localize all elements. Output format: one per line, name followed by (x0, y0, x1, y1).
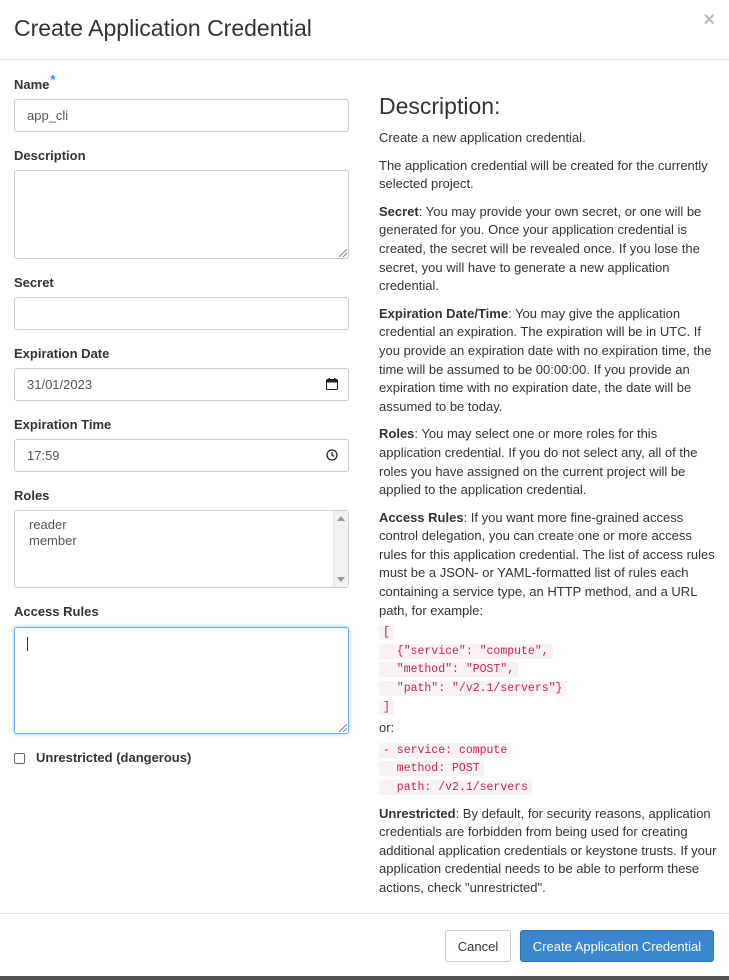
help-project-note: The application credential will be created for the currently selected project. (379, 157, 708, 192)
scroll-down-icon[interactable] (337, 577, 345, 582)
close-icon[interactable]: × (703, 9, 715, 31)
unrestricted-checkbox[interactable] (14, 753, 25, 764)
description-textarea[interactable] (14, 170, 349, 259)
scroll-up-icon[interactable] (337, 516, 345, 521)
json-line: "method": "POST", (379, 662, 518, 677)
create-credential-button[interactable]: Create Application Credential (520, 930, 714, 962)
resize-grip-icon[interactable] (339, 724, 347, 732)
name-label (14, 72, 56, 92)
help-unrestricted (379, 805, 717, 898)
help-unrestricted-text: : By default, for security reasons, application credentials are forbidden from being used for creating additional application credentials or keystone trusts. If your application credential needs to be able to perform these actions, check "unrestricted". (379, 805, 717, 895)
help-description (379, 92, 717, 907)
description-label: Description (14, 148, 86, 163)
calendar-icon[interactable] (326, 378, 338, 390)
expiration-time-input[interactable] (14, 439, 349, 472)
yaml-line: method: POST (379, 761, 484, 776)
help-roles-text: : You may select one or more roles for this application credential. If you do not select any, all of the roles you have assigned on the current project will be applied to the application credential. (379, 426, 698, 498)
help-title: Description: (379, 93, 501, 119)
expiration-time-value: 17:59 (27, 448, 60, 463)
help-access-text: : If you want more fine-grained access control delegation, you can create one or more access rules for this application credential. The list of access rules must be a JSON- or YAML-formatted list of rules each containing a service type, an HTTP method, and a URL path, for example: (379, 509, 715, 618)
json-line: "path": "/v2.1/servers"} (379, 681, 566, 696)
help-access-term: Access Rules (379, 509, 464, 525)
help-access-rules (379, 509, 717, 621)
modal-footer (0, 913, 729, 976)
yaml-example (379, 740, 717, 796)
roles-label: Roles (14, 488, 50, 503)
access-rules-textarea[interactable] (14, 627, 349, 734)
help-or: or: (379, 720, 395, 736)
help-secret-term: Secret (379, 203, 419, 219)
cancel-button[interactable]: Cancel (445, 930, 511, 962)
yaml-line: - service: compute (379, 743, 511, 758)
text-caret (27, 637, 28, 651)
help-roles-term: Roles (379, 426, 415, 442)
expiration-date-value: 31/01/2023 (27, 377, 93, 392)
roles-scrollbar[interactable] (333, 511, 348, 587)
help-expiration-term: Expiration Date/Time (379, 305, 509, 321)
expiration-time-label: Expiration Time (14, 417, 112, 432)
help-secret (379, 203, 717, 296)
help-intro: Create a new application credential. (379, 130, 586, 145)
clock-icon[interactable] (326, 449, 338, 461)
modal-title: Create Application Credential (14, 15, 312, 41)
access-rules-label: Access Rules (14, 604, 99, 619)
modal-header (0, 0, 729, 60)
help-secret-text: : You may provide your own secret, or one will be generated for you. Once your application credential is created, the secret will be revealed once. If you lose the secret, you will have to generate a new application credential. (379, 203, 702, 294)
help-unrestricted-term: Unrestricted (379, 805, 456, 821)
name-input[interactable]: app_cli (14, 99, 349, 132)
help-expiration (379, 305, 717, 417)
json-line: [ (379, 625, 394, 640)
expiration-date-input[interactable] (14, 368, 349, 401)
required-asterisk: * (50, 72, 56, 87)
role-option-reader[interactable]: reader (29, 517, 67, 532)
unrestricted-label[interactable]: Unrestricted (dangerous) (36, 750, 192, 765)
json-example (379, 622, 717, 715)
resize-grip-icon[interactable] (339, 249, 347, 257)
secret-input[interactable] (14, 297, 349, 330)
json-line: {"service": "compute", (379, 644, 553, 659)
role-option-member[interactable]: member (29, 533, 77, 548)
help-roles (379, 425, 717, 499)
secret-label: Secret (14, 275, 54, 290)
help-expiration-text: : You may give the application credential an expiration. The expiration will be in UTC. If you provide an expiration date with no expiration time, the time will be assumed to be 00:00:00. If you provide an expiration time with no expiration date, the date will be assumed to be today. (379, 305, 712, 414)
backdrop-strip (0, 976, 729, 980)
roles-select[interactable] (14, 510, 349, 588)
json-line: ] (379, 700, 394, 715)
name-label-text: Name (14, 77, 50, 92)
yaml-line: path: /v2.1/servers (379, 780, 532, 795)
expiration-date-label: Expiration Date (14, 346, 110, 361)
